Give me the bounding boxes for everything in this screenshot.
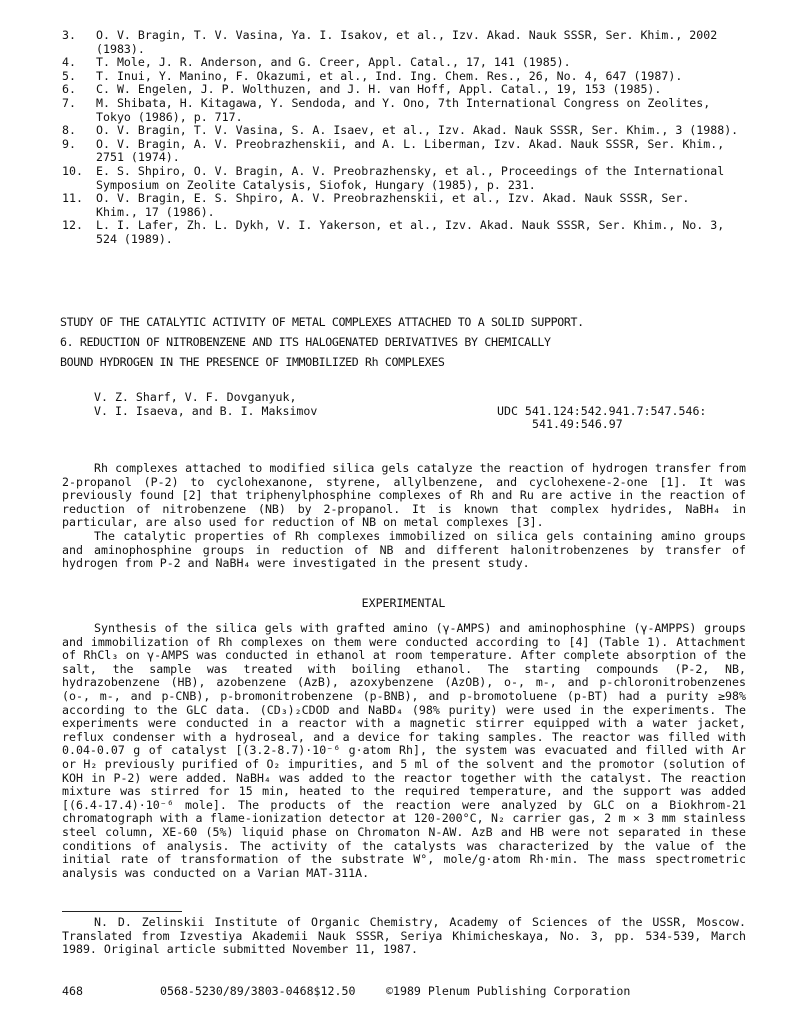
udc-line: 541.49:546.97 [532,417,623,432]
reference-text: O. V. Bragin, T. V. Vasina, Ya. I. Isakov, et al., Izv. Akad. Nauk SSSR, Ser. Khim., 2002 (1983). [96,28,718,56]
page-number: 468 [62,984,83,998]
reference-text: C. W. Engelen, J. P. Wolthuzen, and J. H. van Hoff, Appl. Catal., 19, 153 (1985). [96,82,662,97]
reference-item [62,192,762,219]
reference-number: 3. [62,28,76,42]
reference-number: 8. [62,123,76,138]
reference-text: L. I. Lafer, Zh. L. Dykh, V. I. Yakerson, et al., Izv. Akad. Nauk SSSR, Ser. Khim., No. 3, 524 (1989). [96,218,725,246]
author-list: V. Z. Sharf, V. F. Dovganyuk, V. I. Isaeva, and B. I. Maksimov [94,390,318,418]
reference-number: 4. [62,55,76,70]
reference-text: T. Mole, J. R. Anderson, and G. Creer, Appl. Catal., 17, 141 (1985). [96,55,571,70]
footnote-divider [62,911,182,912]
reference-number: 5. [62,68,76,83]
reference-number: 12. [62,218,83,233]
title-line: BOUND HYDROGEN IN THE PRESENCE OF IMMOBILIZED Rh COMPLEXES [60,355,445,369]
reference-number: 7. [62,95,76,110]
section-heading: EXPERIMENTAL [361,596,446,610]
reference-item [62,124,762,138]
article-title [60,316,760,376]
title-line: 6. REDUCTION OF NITROBENZENE AND ITS HALOGENATED DERIVATIVES BY CHEMICALLY [60,335,551,349]
reference-number: 9. [62,136,76,151]
affiliation-footnote: N. D. Zelinskii Institute of Organic Chemistry, Academy of Sciences of the USSR, Moscow. Translated from Izvestiya Akademii Nauk SSSR, Seriya Khimicheskaya, No. 3, pp. 534-539, March 1989. Original article submitted November 11, 1987. [62,915,746,957]
reference-text: O. V. Bragin, T. V. Vasina, S. A. Isaev, et al., Izv. Akad. Nauk SSSR, Ser. Khim., 3 (1988). [96,123,739,138]
reference-list [62,29,762,247]
reference-item [62,56,762,70]
udc-line: UDC 541.124:542.941.7:547.546: [497,403,707,418]
reference-item [62,97,762,124]
intro-paragraph: The catalytic properties of Rh complexes immobilized on silica gels containing amino groups and aminophosphine groups in reduction of NB and different halonitrobenzenes by transfer of hydrogen from P-2 and NaBH₄ were investigated in the present study. [62,529,746,571]
experimental-paragraph: Synthesis of the silica gels with grafted amino (γ-AMPS) and aminophosphine (γ-AMPPS) groups and immobilization of Rh complexes on them were conducted according to [4] (Table 1). Attachment of RhCl₃ on γ-AMPS was conducted in ethanol at room temperature. After complete absorption of the salt, the sample was treated with boiling ethanol. The starting compounds (P-2, NB, hydrazobenzene (HB), azobenzene (AzB), azoxybenzene (AzOB), o-, m-, and p-chloronitrobenzenes (o-, m-, and p-CNB), p-bromonitrobenzene (p-BNB), and p-bromotoluene (p-BT) had a purity ≥98% according to the GLC data. (CD₃)₂CDOD and NaBD₄ (98% purity) were used in the experiments. The experiments were conducted in a reactor with a magnetic stirrer equipped with a water jacket, reflux condenser with a hydroseal, and a device for taking samples. The reactor was filled with 0.04-0.07 g of catalyst [(3.2-8.7)·10⁻⁶ g·atom Rh], the system was evacuated and filled with Ar or H₂ previously purified of O₂ impurities, and 5 ml of the solvent and the promotor (solution of KOH in P-2) were added. NaBH₄ was added to the reactor together with the catalyst. The reaction mixture was stirred for 15 min, heated to the required temperature, and the support was added [(6.4-17.4)·10⁻⁶ mole]. The products of the reaction were analyzed by GLC on a Biokhrom-21 chromatograph with a flame-ionization detector at 120-200°C, N₂ carrier gas, 2 m × 3 mm stainless steel column, XE-60 (5%) liquid phase on Chromaton N-AW. AzB and HB were not separated in these conditions of analysis. The activity of the catalysts was characterized by the value of the initial rate of transformation of the substrate W°, mole/g·atom Rh·min. The mass spectrometric analysis was conducted on a Varian MAT-311A. [62,621,747,880]
reference-item [62,138,762,165]
reference-text: O. V. Bragin, A. V. Preobrazhenskii, and A. L. Liberman, Izv. Akad. Nauk SSSR, Ser. Khim., 2751 (1974). [96,136,725,165]
page-footer [0,985,807,1001]
reference-item [62,83,762,97]
reference-item [62,70,762,84]
reference-text: T. Inui, Y. Manino, F. Okazumi, et al., Ind. Ing. Chem. Res., 26, No. 4, 647 (1987). [96,68,683,83]
title-line: STUDY OF THE CATALYTIC ACTIVITY OF METAL COMPLEXES ATTACHED TO A SOLID SUPPORT. [60,315,584,329]
reference-item [62,165,762,192]
reference-text: O. V. Bragin, E. S. Shpiro, A. V. Preobrazhenskii, et al., Izv. Akad. Nauk SSSR, Ser. Khim., 17 (1986). [96,191,690,219]
article-code: 0568-5230/89/3803-0468$12.50 [160,984,356,998]
reference-item [62,29,762,56]
udc-code [497,391,767,445]
reference-text: E. S. Shpiro, O. V. Bragin, A. V. Preobrazhensky, et al., Proceedings of the International Symposium on Zeolite Catalysis, Siofok, Hungary (1985), p. 231. [96,163,725,192]
intro-paragraph: Rh complexes attached to modified silica gels catalyze the reaction of hydrogen transfer from 2-propanol (P-2) to cyclohexanone, styrene, allylbenzene, and cyclohexene-2-one [1]. It was previously found [2] that triphenylphosphine complexes of Rh and Ru are active in the reaction of reduction of nitrobenzene (NB) by 2-propanol. It is known that complex hydrides, NaBH₄ in particular, are also used for reduction of NB on metal complexes [3]. [62,461,746,530]
copyright-notice: ©1989 Plenum Publishing Corporation [386,984,631,998]
reference-number: 6. [62,82,76,97]
reference-number: 11. [62,191,83,206]
reference-text: M. Shibata, H. Kitagawa, Y. Sendoda, and Y. Ono, 7th International Congress on Zeolites, Tokyo (1986), p. 717. [96,95,711,124]
reference-number: 10. [62,163,83,178]
reference-item [62,219,762,246]
